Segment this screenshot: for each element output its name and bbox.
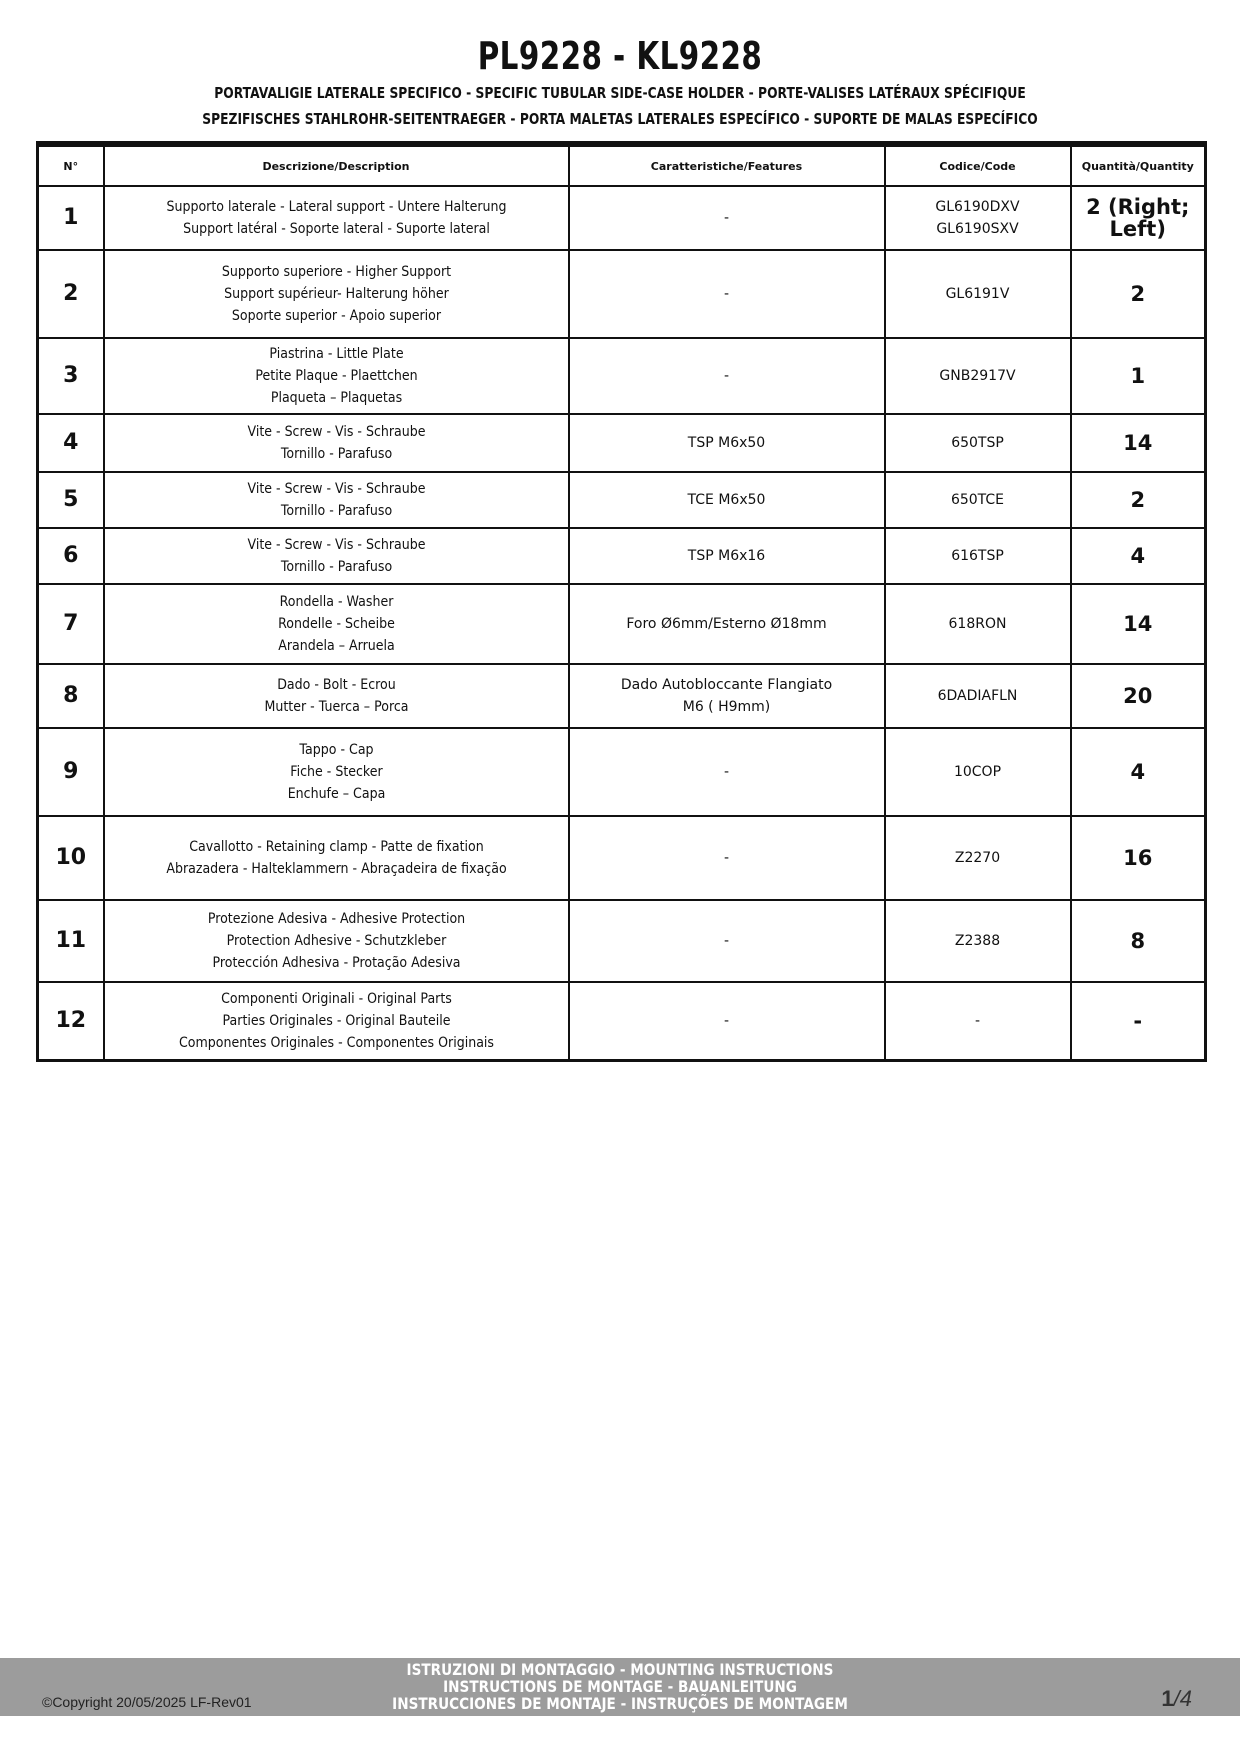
description-line: Protezione Adesiva - Adhesive Protection [207, 911, 465, 927]
description-line: Petite Plaque - Plaettchen [254, 368, 418, 384]
parts-table [36, 141, 1207, 1062]
item-description [104, 528, 569, 584]
code-line: Z2388 [954, 933, 1001, 949]
item-description [104, 664, 569, 728]
item-features [569, 664, 885, 728]
description-line: Parties Originales - Original Bauteile [222, 1012, 450, 1029]
features-line: - [723, 850, 730, 866]
description-line: Arandela – Arruela [277, 638, 395, 654]
item-number: 5 [38, 472, 104, 528]
page-current: 1 [1161, 1686, 1174, 1711]
table-row [38, 664, 1206, 728]
header-quantity: Quantità/Quantity [1071, 144, 1206, 186]
description-line: Dado - Bolt - Ecrou [276, 677, 396, 693]
item-quantity: - [1071, 982, 1206, 1060]
subtitle-line-2: SPEZIFISCHES STAHLROHR-SEITENTRAEGER - PORTA MALETAS LATERALES ESPECÍFICO - SUPORTE DE MALAS ESPECÍFICO [202, 110, 1038, 128]
code-line: GL6190SXV [936, 221, 1019, 237]
item-code [885, 186, 1071, 250]
item-code [885, 728, 1071, 816]
table-row [38, 816, 1206, 900]
item-number: 6 [38, 528, 104, 584]
description-line: Vite - Screw - Vis - Schraube [246, 424, 426, 440]
features-line: - [723, 368, 730, 384]
item-description [104, 472, 569, 528]
item-quantity: 2 [1071, 250, 1206, 338]
description-line: Mutter - Tuerca – Porca [263, 699, 409, 715]
description-line: Enchufe – Capa [287, 786, 385, 802]
features-line: Dado Autobloccante Flangiato [620, 677, 833, 693]
features-line: Foro Ø6mm/Esterno Ø18mm [626, 616, 827, 632]
description-line: Rondelle - Scheibe [277, 616, 395, 632]
description-line: Tornillo - Parafuso [280, 503, 392, 519]
table-row [38, 528, 1206, 584]
code-line: 6DADIAFLN [937, 688, 1018, 704]
item-code [885, 414, 1071, 472]
footer-bar [0, 1658, 1240, 1716]
item-quantity: 20 [1071, 664, 1206, 728]
table-row [38, 414, 1206, 472]
item-code [885, 472, 1071, 528]
code-line: 10COP [953, 764, 1002, 780]
item-features [569, 186, 885, 250]
item-quantity: 2 (Right; Left) [1071, 186, 1206, 250]
table-row [38, 186, 1206, 250]
table-row [38, 338, 1206, 414]
item-features [569, 900, 885, 982]
description-line: Piastrina - Little Plate [268, 346, 404, 362]
mounting-instructions-title [0, 1661, 1240, 1712]
table-row [38, 250, 1206, 338]
description-line: Cavallotto - Retaining clamp - Patte de fixation [188, 839, 484, 855]
page-number [1161, 1686, 1192, 1712]
item-code [885, 250, 1071, 338]
description-line: Support latéral - Soporte lateral - Suporte lateral [182, 221, 490, 237]
features-line: TSP M6x50 [687, 435, 766, 451]
table-row [38, 900, 1206, 982]
description-line: Vite - Screw - Vis - Schraube [246, 481, 426, 497]
item-features [569, 528, 885, 584]
item-code [885, 528, 1071, 584]
item-quantity: 4 [1071, 728, 1206, 816]
description-line: Tornillo - Parafuso [280, 559, 392, 575]
description-line: Componentes Originales - Componentes Originais [178, 1034, 494, 1051]
item-features [569, 728, 885, 816]
item-quantity: 1 [1071, 338, 1206, 414]
item-description [104, 414, 569, 472]
item-number: 10 [38, 816, 104, 900]
item-description [104, 816, 569, 900]
code-line: GNB2917V [939, 368, 1016, 384]
description-line: Tappo - Cap [298, 742, 374, 758]
features-line: - [723, 286, 730, 302]
code-line: 650TSP [951, 435, 1004, 451]
item-features [569, 472, 885, 528]
features-line: - [723, 1012, 730, 1029]
item-features [569, 250, 885, 338]
item-features [569, 414, 885, 472]
item-description [104, 186, 569, 250]
features-line: - [723, 933, 730, 949]
description-line: Tornillo - Parafuso [280, 446, 392, 462]
item-number: 1 [38, 186, 104, 250]
description-line: Rondella - Washer [279, 594, 393, 610]
code-line: 650TCE [950, 492, 1005, 508]
features-line: M6 ( H9mm) [682, 699, 771, 715]
table-row [38, 728, 1206, 816]
description-line: Vite - Screw - Vis - Schraube [246, 537, 426, 553]
item-description [104, 338, 569, 414]
description-line: Support supérieur- Halterung höher [223, 286, 449, 302]
item-features [569, 338, 885, 414]
item-code [885, 816, 1071, 900]
instructions-line-1: ISTRUZIONI DI MONTAGGIO - MOUNTING INSTRUCTIONS [406, 1660, 834, 1679]
description-line: Protection Adhesive - Schutzkleber [226, 933, 446, 949]
item-quantity: 8 [1071, 900, 1206, 982]
item-description [104, 584, 569, 664]
document-title: PL9228 - KL9228 [477, 34, 763, 78]
item-number: 11 [38, 900, 104, 982]
parts-table-body [38, 186, 1206, 1060]
features-line: TSP M6x16 [687, 548, 766, 564]
item-code [885, 664, 1071, 728]
features-line: - [723, 210, 730, 226]
table-header-row [38, 144, 1206, 186]
item-quantity: 16 [1071, 816, 1206, 900]
item-code [885, 982, 1071, 1060]
description-line: Protección Adhesiva - Protação Adesiva [211, 955, 461, 971]
item-number: 3 [38, 338, 104, 414]
item-description [104, 900, 569, 982]
code-line: - [974, 1012, 981, 1029]
header-number: N° [38, 144, 104, 186]
copyright-text: ©Copyright 20/05/2025 LF-Rev01 [42, 1694, 252, 1710]
item-code [885, 338, 1071, 414]
item-quantity: 14 [1071, 584, 1206, 664]
item-quantity: 14 [1071, 414, 1206, 472]
features-line: - [723, 764, 730, 780]
instructions-line-3: INSTRUCCIONES DE MONTAJE - INSTRUÇÕES DE MONTAGEM [392, 1694, 848, 1713]
header-description: Descrizione/Description [104, 144, 569, 186]
description-line: Supporto superiore - Higher Support [221, 264, 451, 280]
item-number: 4 [38, 414, 104, 472]
code-line: Z2270 [954, 850, 1001, 866]
item-features [569, 982, 885, 1060]
item-features [569, 584, 885, 664]
code-line: 618RON [948, 616, 1007, 632]
header-features: Caratteristiche/Features [569, 144, 885, 186]
item-quantity: 4 [1071, 528, 1206, 584]
features-line: TCE M6x50 [687, 492, 766, 508]
code-line: GL6191V [945, 286, 1010, 302]
description-line: Supporto laterale - Lateral support - Untere Halterung [165, 199, 507, 215]
table-row [38, 584, 1206, 664]
code-line: 616TSP [951, 548, 1004, 564]
page-total: /4 [1173, 1686, 1192, 1711]
item-code [885, 584, 1071, 664]
description-line: Soporte superior - Apoio superior [231, 308, 441, 324]
item-number: 8 [38, 664, 104, 728]
item-quantity: 2 [1071, 472, 1206, 528]
code-line: GL6190DXV [935, 199, 1020, 215]
item-features [569, 816, 885, 900]
item-code [885, 900, 1071, 982]
item-description [104, 250, 569, 338]
table-row [38, 472, 1206, 528]
item-number: 9 [38, 728, 104, 816]
description-line: Plaqueta – Plaquetas [270, 390, 402, 406]
description-line: Fiche - Stecker [289, 764, 383, 780]
item-description [104, 982, 569, 1060]
description-line: Abrazadera - Halteklammern - Abraçadeira de fixação [165, 861, 507, 877]
item-number: 12 [38, 982, 104, 1060]
item-description [104, 728, 569, 816]
subtitle-line-1: PORTAVALIGIE LATERALE SPECIFICO - SPECIFIC TUBULAR SIDE-CASE HOLDER - PORTE-VALISES LATÉRAUX SPÉCIFIQUE [214, 84, 1026, 102]
description-line: Componenti Originali - Original Parts [220, 990, 452, 1007]
table-row [38, 982, 1206, 1060]
header-code: Codice/Code [885, 144, 1071, 186]
instructions-line-2: INSTRUCTIONS DE MONTAGE - BAUANLEITUNG [443, 1677, 797, 1696]
item-number: 7 [38, 584, 104, 664]
item-number: 2 [38, 250, 104, 338]
